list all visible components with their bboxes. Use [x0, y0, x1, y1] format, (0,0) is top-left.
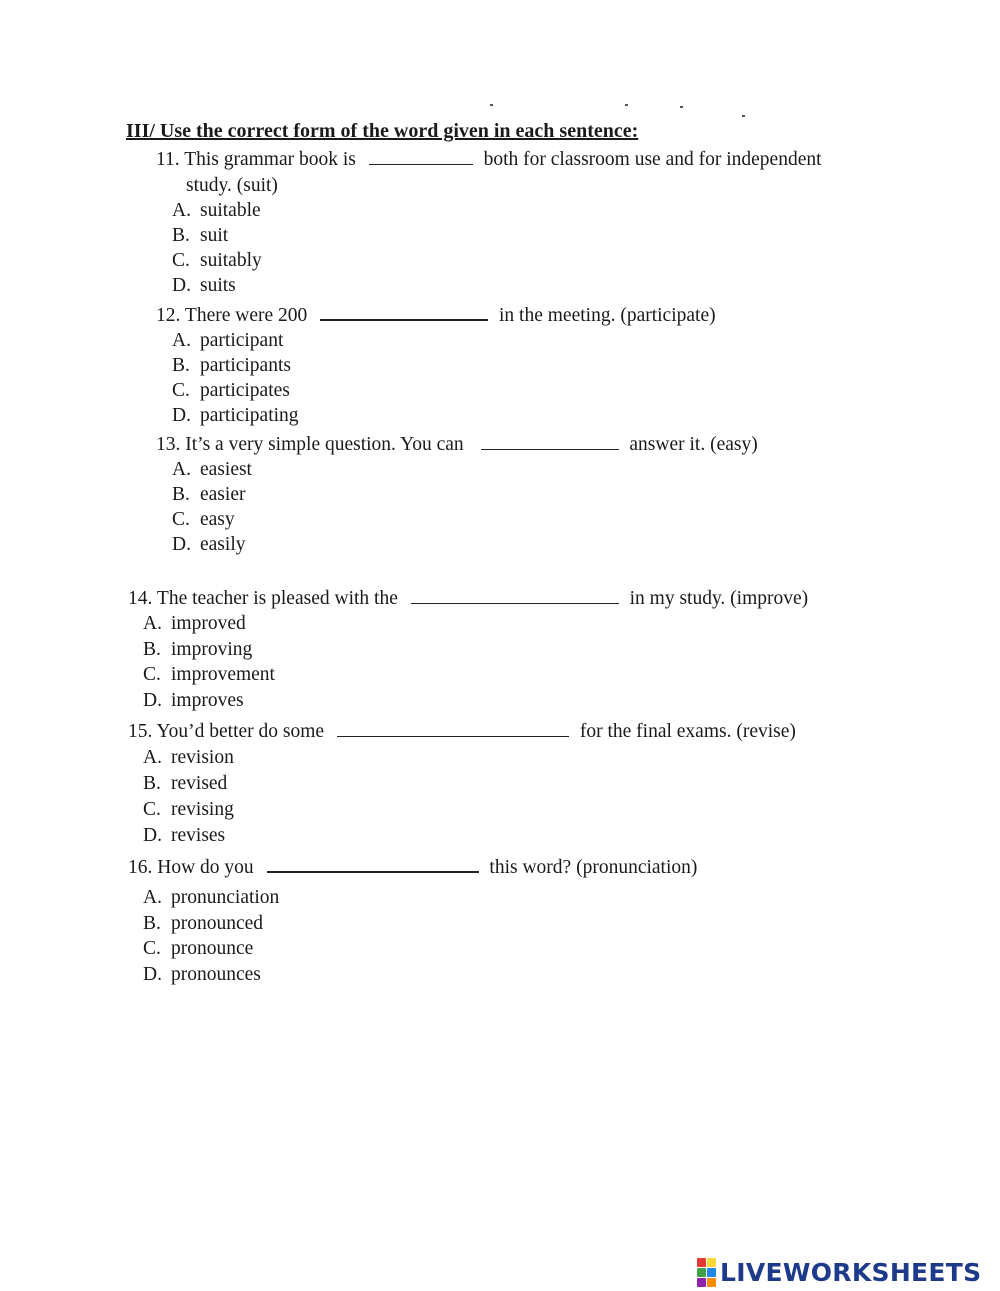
- option-letter: A.: [172, 200, 191, 221]
- option-letter: C.: [143, 664, 161, 685]
- question-text-before: It’s a very simple question. You can: [185, 434, 464, 455]
- option-text: pronounce: [171, 938, 254, 959]
- question-12: [156, 305, 716, 326]
- question-11: [156, 150, 822, 170]
- option-letter: D.: [172, 275, 191, 296]
- option-letter: B.: [143, 913, 161, 934]
- option-c[interactable]: [143, 665, 275, 685]
- option-text: revised: [171, 773, 228, 794]
- option-d[interactable]: [172, 276, 236, 296]
- option-b[interactable]: [172, 356, 291, 376]
- option-text: pronunciation: [171, 887, 280, 908]
- option-a[interactable]: [143, 614, 246, 634]
- option-d[interactable]: [143, 826, 225, 846]
- logo-block: [697, 1258, 706, 1267]
- option-b[interactable]: [172, 226, 228, 246]
- option-letter: C.: [172, 250, 190, 271]
- option-d[interactable]: [172, 535, 245, 555]
- option-text: easily: [200, 534, 246, 555]
- question-text-after: for the final exams. (revise): [579, 721, 796, 742]
- option-c[interactable]: [172, 510, 235, 530]
- option-a[interactable]: [172, 331, 283, 351]
- answer-blank[interactable]: [481, 435, 619, 450]
- option-a[interactable]: [172, 460, 252, 480]
- option-text: participants: [200, 355, 291, 376]
- option-text: easy: [200, 509, 235, 530]
- liveworksheets-logo[interactable]: [697, 1257, 981, 1287]
- option-letter: C.: [143, 799, 161, 820]
- option-c[interactable]: [143, 800, 234, 820]
- option-letter: B.: [172, 225, 190, 246]
- question-number: 11.: [156, 149, 180, 170]
- logo-block: [707, 1258, 716, 1267]
- answer-blank[interactable]: [337, 722, 569, 737]
- question-number: 13.: [156, 434, 181, 455]
- section-heading: III/ Use the correct form of the word given in each sentence:: [126, 120, 639, 142]
- question-text-before: This grammar book is: [184, 149, 356, 170]
- option-a[interactable]: [172, 201, 261, 221]
- logo-block: [707, 1278, 716, 1287]
- question-text-before: The teacher is pleased with the: [156, 588, 398, 609]
- option-c[interactable]: [172, 251, 262, 271]
- answer-blank[interactable]: [411, 589, 619, 604]
- option-text: revision: [171, 747, 234, 768]
- option-letter: A.: [172, 459, 191, 480]
- question-16: [128, 857, 697, 878]
- option-text: pronounced: [171, 913, 264, 934]
- option-text: revises: [171, 825, 226, 846]
- option-letter: C.: [172, 509, 190, 530]
- option-letter: D.: [172, 405, 191, 426]
- question-text-after: both for classroom use and for independent: [483, 149, 822, 170]
- option-letter: B.: [143, 773, 161, 794]
- question-text-before: You’d better do some: [156, 721, 325, 742]
- answer-blank[interactable]: [369, 150, 473, 165]
- option-letter: A.: [143, 613, 162, 634]
- option-text: easiest: [200, 459, 252, 480]
- option-letter: B.: [172, 355, 190, 376]
- question-number: 15.: [128, 721, 153, 742]
- question-text-after: answer it. (easy): [629, 434, 758, 455]
- option-d[interactable]: [143, 691, 244, 711]
- option-text: participates: [200, 380, 290, 401]
- option-text: suit: [200, 225, 229, 246]
- option-b[interactable]: [143, 774, 227, 794]
- option-text: easier: [200, 484, 246, 505]
- option-text: participant: [200, 330, 284, 351]
- option-d[interactable]: [143, 965, 261, 985]
- question-number: 12.: [156, 305, 181, 326]
- question-15: [128, 722, 796, 742]
- logo-blocks-icon: [697, 1258, 716, 1287]
- option-text: improvement: [171, 664, 275, 685]
- option-letter: C.: [172, 380, 190, 401]
- option-a[interactable]: [143, 748, 234, 768]
- question-text-after: in the meeting. (participate): [499, 305, 716, 326]
- option-letter: B.: [172, 484, 190, 505]
- option-text: improves: [171, 690, 244, 711]
- option-letter: A.: [143, 887, 162, 908]
- option-text: suitable: [200, 200, 261, 221]
- option-letter: D.: [143, 825, 162, 846]
- option-text: revising: [171, 799, 234, 820]
- option-letter: A.: [172, 330, 191, 351]
- logo-text: LIVEWORKSHEETS: [720, 1257, 982, 1287]
- logo-block: [707, 1268, 716, 1277]
- option-c[interactable]: [143, 939, 253, 959]
- option-letter: D.: [143, 964, 162, 985]
- option-text: suits: [200, 275, 236, 296]
- question-text-before: How do you: [157, 857, 254, 878]
- option-letter: B.: [143, 639, 161, 660]
- question-text-after: in my study. (improve): [629, 588, 809, 609]
- question-continuation: study. (suit): [186, 175, 278, 196]
- question-14: [128, 589, 808, 609]
- option-text: pronounces: [171, 964, 261, 985]
- question-text-after: this word? (pronunciation): [489, 857, 698, 878]
- option-letter: D.: [143, 690, 162, 711]
- option-b[interactable]: [172, 485, 245, 505]
- option-a[interactable]: [143, 888, 279, 908]
- option-c[interactable]: [172, 381, 290, 401]
- option-d[interactable]: [172, 406, 299, 426]
- option-text: improved: [171, 613, 246, 634]
- logo-block: [697, 1278, 706, 1287]
- option-text: participating: [200, 405, 299, 426]
- question-text-before: There were 200: [184, 305, 308, 326]
- logo-block: [697, 1268, 706, 1277]
- question-13: [156, 435, 758, 455]
- option-letter: D.: [172, 534, 191, 555]
- option-letter: C.: [143, 938, 161, 959]
- answer-blank[interactable]: [320, 305, 488, 321]
- option-b[interactable]: [143, 914, 263, 934]
- question-number: 14.: [128, 588, 153, 609]
- option-b[interactable]: [143, 640, 252, 660]
- question-number: 16.: [128, 857, 153, 878]
- option-text: suitably: [200, 250, 262, 271]
- option-letter: A.: [143, 747, 162, 768]
- answer-blank[interactable]: [267, 857, 479, 873]
- option-text: improving: [171, 639, 253, 660]
